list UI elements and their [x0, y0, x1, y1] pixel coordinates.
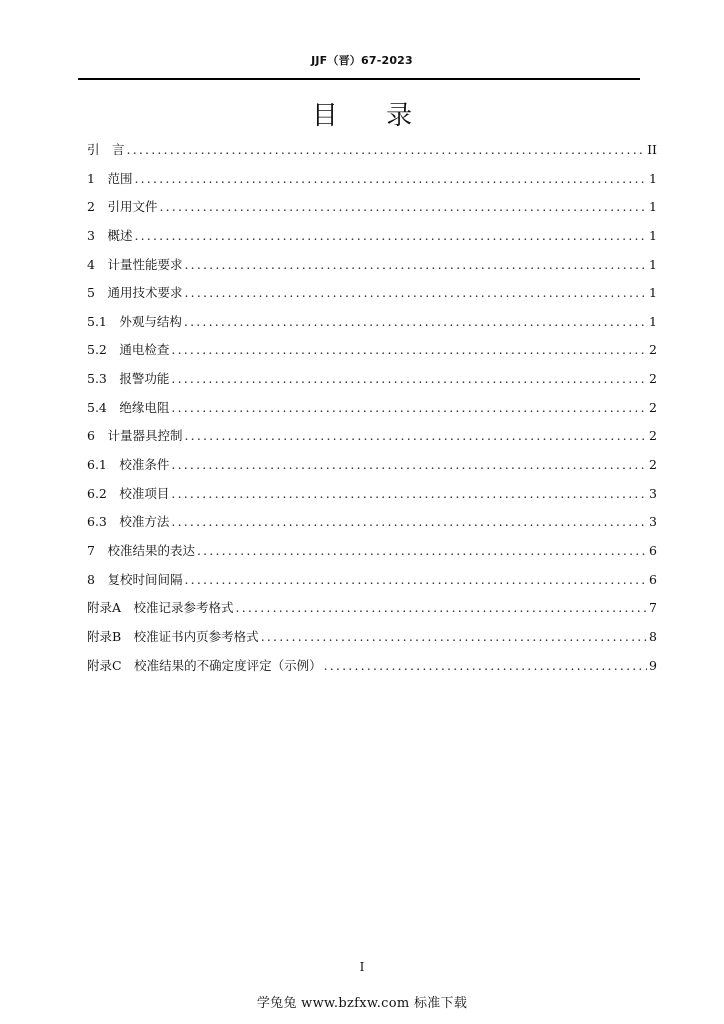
page-number: I [359, 960, 365, 974]
toc-entry[interactable] [87, 165, 657, 194]
toc-entry-page: 8 [649, 628, 657, 644]
toc-entry[interactable] [87, 652, 657, 681]
toc-entry-label: 6.2 校准项目 [87, 485, 170, 501]
toc-entry-label: 5.2 通电检查 [87, 342, 170, 358]
toc-entry-label: 6 计量器具控制 [87, 428, 183, 444]
table-of-contents [87, 136, 657, 680]
site-watermark: 学兔兔 www.bzfxw.com 标准下载 [256, 996, 468, 1011]
toc-entry-label: 6.1 校准条件 [87, 457, 170, 473]
toc-leader-dots [184, 566, 647, 594]
toc-entry-label: 6.3 校准方法 [87, 514, 170, 530]
toc-entry-page: 1 [649, 199, 657, 215]
toc-entry-page: 2 [649, 399, 657, 415]
toc-leader-dots [171, 508, 647, 536]
toc-entry-label: 附录B 校准证书内页参考格式 [87, 628, 259, 644]
toc-entry[interactable] [87, 136, 657, 165]
toc-entry-page: 7 [649, 600, 657, 616]
toc-entry-page: 3 [649, 485, 657, 501]
toc-entry-page: 6 [649, 542, 657, 558]
document-code-header: JJF（晋）67-2023 [311, 54, 413, 67]
toc-leader-dots [171, 365, 647, 393]
toc-leader-dots [236, 594, 648, 622]
toc-entry-page: 9 [649, 657, 657, 673]
toc-entry-label: 引 言 [87, 142, 125, 157]
toc-leader-dots [184, 308, 647, 336]
toc-entry[interactable] [87, 365, 657, 394]
toc-entry-page: 2 [649, 428, 657, 444]
toc-leader-dots [184, 251, 647, 279]
toc-entry[interactable] [87, 594, 657, 623]
toc-entry[interactable] [87, 422, 657, 451]
toc-entry-page: 2 [649, 342, 657, 358]
toc-entry-page: 1 [649, 227, 657, 243]
toc-entry[interactable] [87, 394, 657, 423]
toc-entry-label: 附录C 校准结果的不确定度评定（示例） [87, 657, 322, 673]
toc-leader-dots [171, 394, 647, 422]
toc-leader-dots [159, 193, 647, 221]
toc-leader-dots [261, 623, 647, 651]
toc-entry[interactable] [87, 480, 657, 509]
toc-entry-page: 1 [649, 170, 657, 186]
toc-leader-dots [171, 451, 647, 479]
toc-entry-label: 附录A 校准记录参考格式 [87, 600, 234, 616]
toc-entry[interactable] [87, 537, 657, 566]
toc-entry[interactable] [87, 222, 657, 251]
toc-entry-label: 5.4 绝缘电阻 [87, 399, 170, 415]
toc-entry[interactable] [87, 508, 657, 537]
toc-entry-label: 2 引用文件 [87, 199, 158, 215]
toc-entry-label: 1 范围 [87, 170, 133, 186]
toc-entry-label: 7 校准结果的表达 [87, 542, 195, 558]
toc-entry-page: 6 [649, 571, 657, 587]
toc-entry[interactable] [87, 336, 657, 365]
toc-entry-label: 5.3 报警功能 [87, 371, 170, 387]
toc-entry[interactable] [87, 193, 657, 222]
toc-entry-page: 2 [649, 371, 657, 387]
toc-leader-dots [184, 422, 647, 450]
toc-entry-page: 1 [649, 313, 657, 329]
toc-entry-label: 8 复校时间间隔 [87, 571, 183, 587]
toc-entry-label: 5.1 外观与结构 [87, 313, 182, 329]
toc-leader-dots [324, 652, 647, 680]
toc-entry-label: 3 概述 [87, 227, 133, 243]
toc-leader-dots [134, 222, 647, 250]
toc-leader-dots [171, 336, 647, 364]
toc-entry-label: 4 计量性能要求 [87, 256, 183, 272]
toc-entry[interactable] [87, 308, 657, 337]
toc-entry[interactable] [87, 451, 657, 480]
toc-entry-page: II [647, 142, 657, 157]
toc-entry[interactable] [87, 279, 657, 308]
toc-entry-page: 1 [649, 256, 657, 272]
toc-leader-dots [134, 165, 647, 193]
header-divider [78, 78, 640, 80]
toc-entry[interactable] [87, 623, 657, 652]
toc-leader-dots [171, 480, 647, 508]
toc-leader-dots [197, 537, 647, 565]
toc-entry-page: 3 [649, 514, 657, 530]
toc-leader-dots [127, 136, 646, 164]
toc-entry[interactable] [87, 566, 657, 595]
toc-entry-page: 1 [649, 285, 657, 301]
toc-entry-page: 2 [649, 457, 657, 473]
toc-entry-label: 5 通用技术要求 [87, 285, 183, 301]
toc-leader-dots [184, 279, 647, 307]
page-title: 目 录 [311, 101, 433, 131]
toc-entry[interactable] [87, 251, 657, 280]
